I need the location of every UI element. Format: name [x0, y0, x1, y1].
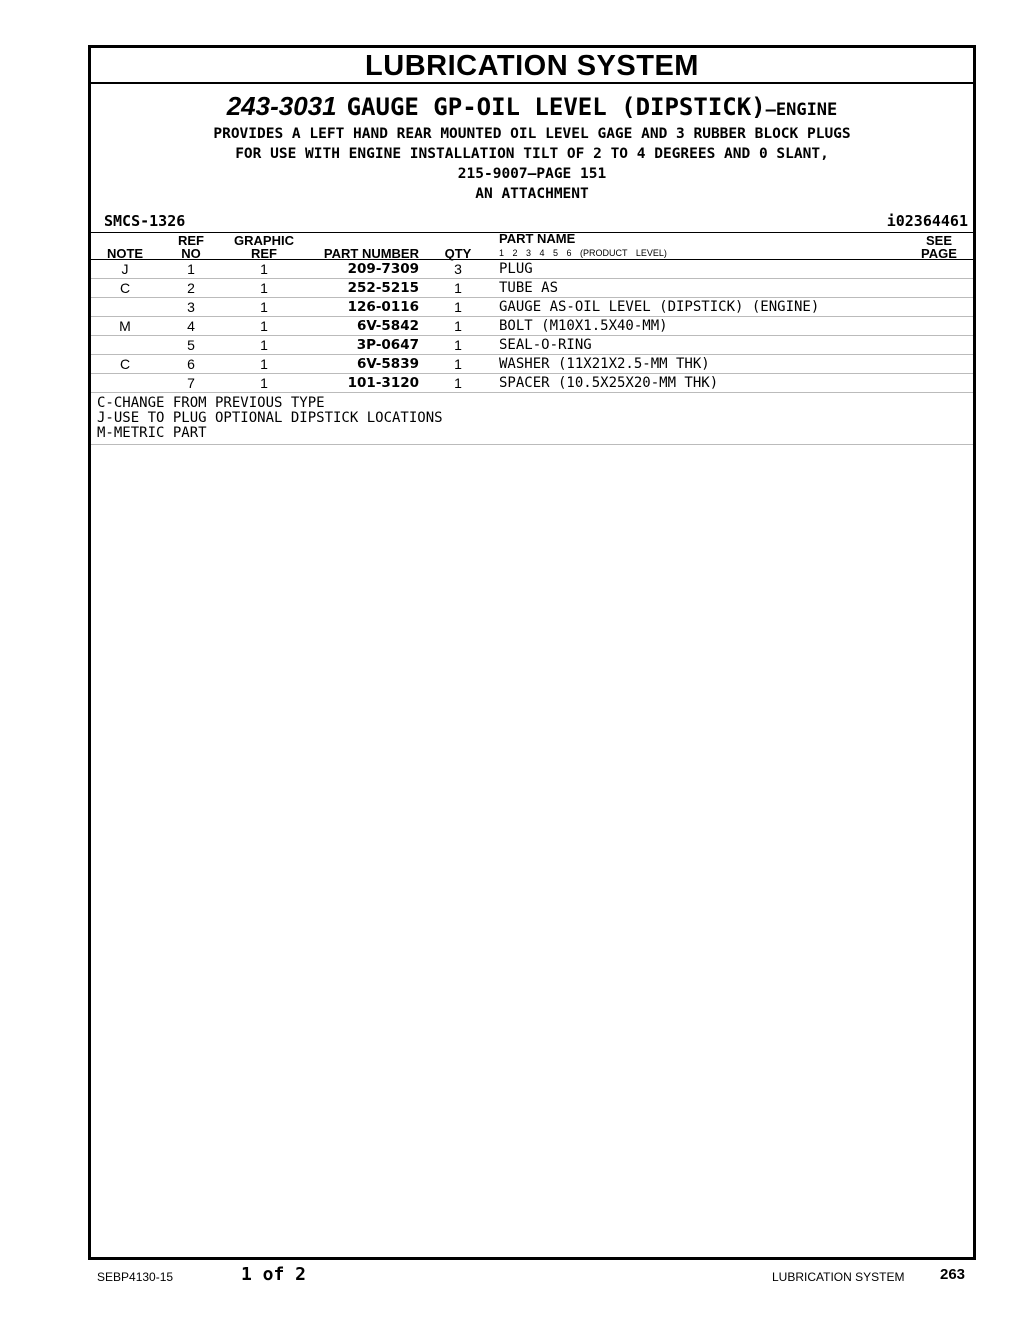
- row-ref-no: 3: [187, 299, 195, 315]
- col-part-name: PART NAME: [499, 231, 576, 246]
- row-part-number[interactable]: 6V-5842: [356, 318, 419, 334]
- row-part-number[interactable]: 209-7309: [347, 261, 419, 277]
- note-line: M-METRIC PART: [97, 425, 207, 441]
- row-note: J: [121, 261, 129, 277]
- row-ref-no: 1: [187, 261, 195, 277]
- page-footer: [0, 1264, 1020, 1290]
- footer-page-number: 263: [940, 1266, 966, 1283]
- row-qty: 1: [454, 299, 462, 315]
- footer-section: LUBRICATION SYSTEM: [772, 1270, 905, 1284]
- note-line: J-USE TO PLUG OPTIONAL DIPSTICK LOCATIONS: [97, 410, 443, 426]
- group-description-line: 215-9007—PAGE 151: [457, 166, 607, 182]
- table-row: [91, 279, 973, 298]
- group-description-line: AN ATTACHMENT: [475, 186, 589, 202]
- row-qty: 1: [454, 337, 462, 353]
- row-graphic-ref: 1: [260, 318, 268, 334]
- row-qty: 1: [454, 375, 462, 391]
- row-part-number[interactable]: 252-5215: [347, 280, 419, 296]
- col-part-number: PART NUMBER: [323, 246, 419, 261]
- row-graphic-ref: 1: [260, 356, 268, 372]
- row-part-number[interactable]: 126-0116: [347, 299, 419, 315]
- row-ref-no: 4: [187, 318, 195, 334]
- row-part-number[interactable]: 6V-5839: [356, 356, 419, 372]
- group-part-number: 243-3031: [226, 91, 337, 121]
- col-graphic-bottom: REF: [251, 246, 277, 261]
- row-qty: 3: [454, 261, 462, 277]
- row-graphic-ref: 1: [260, 299, 268, 315]
- illustration-id: i02364461: [886, 212, 968, 230]
- row-qty: 1: [454, 318, 462, 334]
- row-ref-no: 7: [187, 375, 195, 391]
- row-qty: 1: [454, 356, 462, 372]
- row-part-name: SEAL-O-RING: [499, 337, 592, 353]
- footer-doc-id: SEBP4130-15: [97, 1270, 174, 1284]
- row-ref-no: 6: [187, 356, 195, 372]
- row-qty: 1: [454, 280, 462, 296]
- table-row: [91, 298, 973, 317]
- table-row: [91, 336, 973, 355]
- row-ref-no: 2: [187, 280, 195, 296]
- col-qty: QTY: [444, 246, 472, 261]
- row-graphic-ref: 1: [260, 337, 268, 353]
- row-part-name: SPACER (10.5X25X20-MM THK): [499, 375, 719, 391]
- footer-page-of: 1 of 2: [241, 1264, 307, 1285]
- group-name: GAUGE GP-OIL LEVEL (DIPSTICK): [346, 93, 766, 121]
- row-part-name: TUBE AS: [499, 280, 559, 296]
- row-part-name: GAUGE AS-OIL LEVEL (DIPSTICK) (ENGINE): [499, 299, 820, 315]
- col-see-bottom: PAGE: [921, 246, 957, 261]
- parts-page-frame: [88, 45, 976, 1260]
- table-row: [91, 317, 973, 336]
- row-part-number[interactable]: 3P-0647: [356, 337, 419, 353]
- parts-table: [91, 260, 973, 393]
- column-headers: [91, 233, 973, 260]
- table-row: [91, 355, 973, 374]
- row-note: M: [119, 318, 131, 334]
- row-part-name: PLUG: [499, 261, 533, 277]
- table-row: [91, 374, 973, 393]
- col-product-levels: 1 2 3 4 5 6 (PRODUCT LEVEL): [499, 248, 667, 258]
- note-line: C-CHANGE FROM PREVIOUS TYPE: [97, 395, 325, 411]
- smcs-code: SMCS-1326: [104, 212, 186, 230]
- notes-block: [91, 393, 973, 445]
- table-row: [91, 260, 973, 279]
- row-graphic-ref: 1: [260, 375, 268, 391]
- row-graphic-ref: 1: [260, 280, 268, 296]
- row-part-name: WASHER (11X21X2.5-MM THK): [499, 356, 710, 372]
- row-part-number[interactable]: 101-3120: [347, 375, 419, 391]
- col-graphic-top: GRAPHIC: [234, 233, 294, 248]
- group-title: [91, 92, 973, 124]
- col-ref-top: REF: [178, 233, 204, 248]
- group-header: [91, 84, 973, 204]
- row-note: C: [119, 356, 131, 372]
- col-note: NOTE: [106, 246, 144, 261]
- row-note: C: [119, 280, 131, 296]
- row-part-name: BOLT (M10X1.5X40-MM): [499, 318, 668, 334]
- smcs-row: [91, 210, 973, 233]
- group-suffix: —ENGINE: [765, 100, 838, 120]
- row-ref-no: 5: [187, 337, 195, 353]
- col-see-top: SEE: [925, 233, 952, 248]
- col-ref-bottom: NO: [181, 246, 201, 261]
- row-graphic-ref: 1: [260, 261, 268, 277]
- group-description-line: PROVIDES A LEFT HAND REAR MOUNTED OIL LEVEL GAGE AND 3 RUBBER BLOCK PLUGS: [213, 126, 851, 142]
- group-description-line: FOR USE WITH ENGINE INSTALLATION TILT OF 2 TO 4 DEGREES AND 0 SLANT,: [235, 146, 829, 162]
- section-title: LUBRICATION SYSTEM: [91, 48, 973, 84]
